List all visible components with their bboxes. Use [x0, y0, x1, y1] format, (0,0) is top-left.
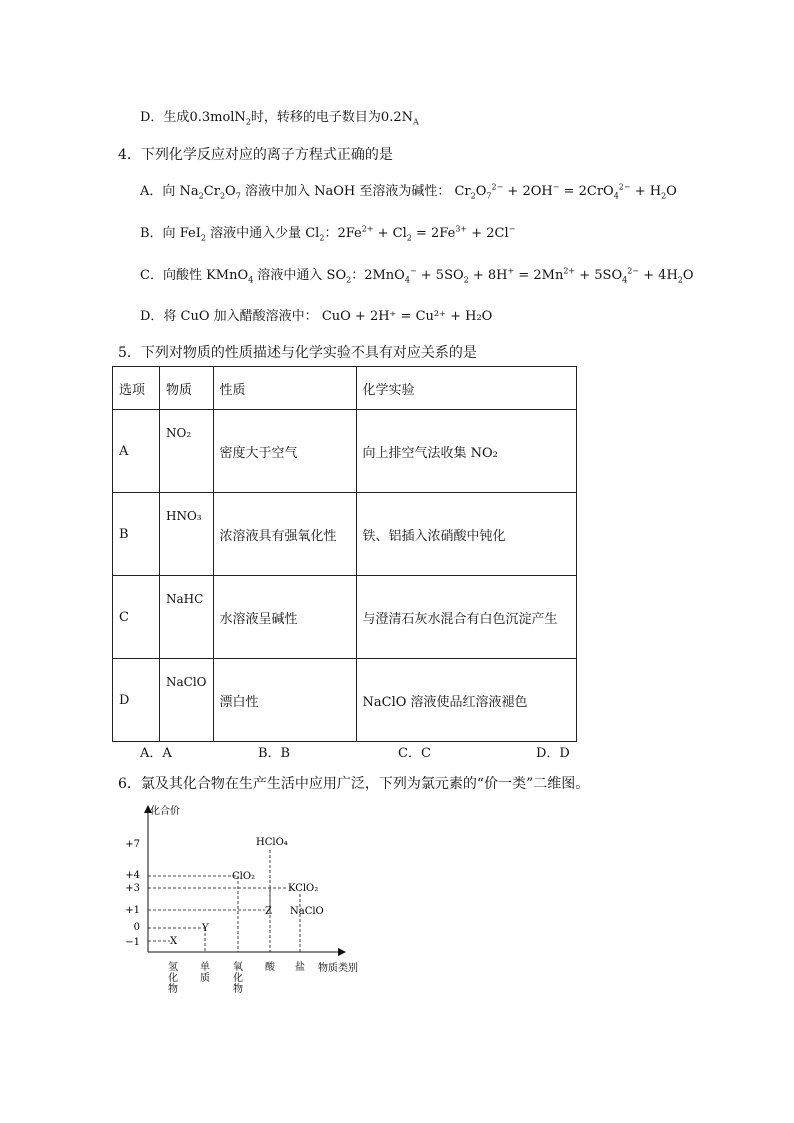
x-cat: 单 — [200, 962, 210, 973]
point-kclo2: KClO₂ — [288, 883, 319, 894]
q3d-value: 0.2N — [380, 110, 413, 125]
row-option: C — [113, 576, 160, 659]
q3d-prefix: D．生成 — [140, 110, 190, 125]
x-axis-label: 物质类别 — [318, 963, 358, 974]
q4c-label: C．向酸性 — [140, 268, 202, 283]
row-experiment: 向上排空气法收集 NO₂ — [356, 410, 576, 493]
q4b-equation: $Cl_2$：$2Fe^{2+} + Cl_2 = 2Fe^{3+} + 2Cl^-$ — [305, 224, 516, 243]
y-tick: −1 — [125, 937, 140, 948]
q4-option-d — [140, 305, 492, 324]
q3d-value-sub: A — [412, 117, 419, 127]
table-row — [113, 493, 577, 576]
x-cat: 物 — [233, 984, 243, 995]
x-cat: 氧 — [233, 962, 243, 973]
y-tick: 0 — [133, 922, 140, 933]
header-substance: 物质 — [160, 367, 214, 410]
header-experiment: 化学实验 — [356, 367, 576, 410]
table-header-row — [113, 367, 577, 410]
row-property: 水溶液呈碱性 — [213, 576, 356, 659]
x-cat: 盐 — [295, 962, 305, 973]
x-cat: 化 — [168, 973, 178, 984]
point-clo2: ClO₂ — [232, 871, 256, 882]
y-tick: +7 — [125, 839, 140, 850]
q5-stem: 5．下列对物质的性质描述与化学实验不具有对应关系的是 — [118, 345, 477, 361]
q4c-text: 溶液中通入 — [257, 268, 323, 283]
x-cat: 质 — [200, 973, 210, 984]
q4c-equation: $SO_2$：$2MnO_4^- + 5SO_2 + 8H^+ = 2Mn^{2+} + 5SO_4^{2-} + 4H_2O$ — [326, 266, 694, 285]
y-axis-label: 化合价 — [150, 806, 180, 817]
x-cat: 物 — [168, 984, 178, 995]
q4d-label: D．将 CuO 加入醋酸溶液中： — [140, 309, 318, 324]
row-substance: NO₂ — [160, 410, 214, 493]
row-substance: NaClO — [160, 659, 214, 742]
table-row — [113, 659, 577, 742]
q3-option-d — [140, 106, 419, 127]
q4b-reagent: FeI$_2$ — [179, 226, 206, 243]
row-property: 浓溶液具有强氧化性 — [213, 493, 356, 576]
x-cat: 氢 — [168, 962, 178, 973]
table-row — [113, 410, 577, 493]
header-option: 选项 — [113, 367, 160, 410]
y-tick: +4 — [125, 870, 140, 881]
q4a-text: 溶液中加入 NaOH 至溶液为碱性： — [244, 184, 451, 199]
table-row — [113, 576, 577, 659]
q4b-text: 溶液中通入少量 — [210, 226, 302, 241]
q4c-reagent: KMnO$_4$ — [206, 268, 254, 285]
q5-choice-a: A．A — [140, 746, 172, 761]
q3d-formula-sub: 2 — [245, 117, 251, 127]
row-option: D — [113, 659, 160, 742]
row-substance: NaHC — [160, 576, 214, 659]
point-y: Y — [202, 923, 209, 934]
q4d-equation: CuO + 2H⁺ = Cu²⁺ + H₂O — [321, 309, 493, 324]
header-property: 性质 — [213, 367, 356, 410]
q6-stem: 6．氯及其化合物在生产生活中应用广泛，下列为氯元素的“价一类”二维图。 — [118, 776, 590, 792]
valence-class-diagram — [110, 800, 380, 1005]
row-option: B — [113, 493, 160, 576]
q3d-formula: 0.3molN — [189, 110, 246, 125]
point-x: X — [170, 936, 178, 947]
q4a-label: A．向 — [140, 184, 176, 199]
q4a-reagent: $Na_2Cr_2O_7$ — [179, 184, 241, 201]
q4-stem: 4．下列化学反应对应的离子方程式正确的是 — [118, 147, 393, 163]
point-z: Z — [265, 906, 272, 917]
q5-choice-b: B．B — [258, 746, 291, 761]
q4b-label: B．向 — [140, 226, 176, 241]
row-property: 密度大于空气 — [213, 410, 356, 493]
q4-option-c — [140, 264, 694, 285]
row-property: 漂白性 — [213, 659, 356, 742]
y-tick: +1 — [125, 905, 140, 916]
x-cat: 化 — [233, 973, 243, 984]
q5-choice-c: C．C — [398, 746, 431, 761]
q5-choice-d: D．D — [536, 746, 570, 761]
row-option: A — [113, 410, 160, 493]
row-experiment: 与澄清石灰水混合有白色沉淀产生 — [356, 576, 576, 659]
q4a-equation: $Cr_2O_7^{2-} + 2OH^- = 2CrO_4^{2-} + H_2O$ — [454, 182, 677, 201]
q5-table — [112, 366, 577, 742]
x-cat: 酸 — [265, 962, 275, 973]
row-experiment: 铁、铝插入浓硝酸中钝化 — [356, 493, 576, 576]
point-naclo: NaClO — [290, 906, 324, 917]
q4-option-a — [140, 180, 677, 201]
point-hclo4: HClO₄ — [256, 837, 288, 848]
row-experiment: NaClO 溶液使品红溶液褪色 — [356, 659, 576, 742]
q4-option-b — [140, 222, 515, 243]
y-tick: +3 — [125, 883, 140, 894]
row-substance: HNO₃ — [160, 493, 214, 576]
q3d-middle: 时，转移的电子数目为 — [250, 110, 381, 125]
